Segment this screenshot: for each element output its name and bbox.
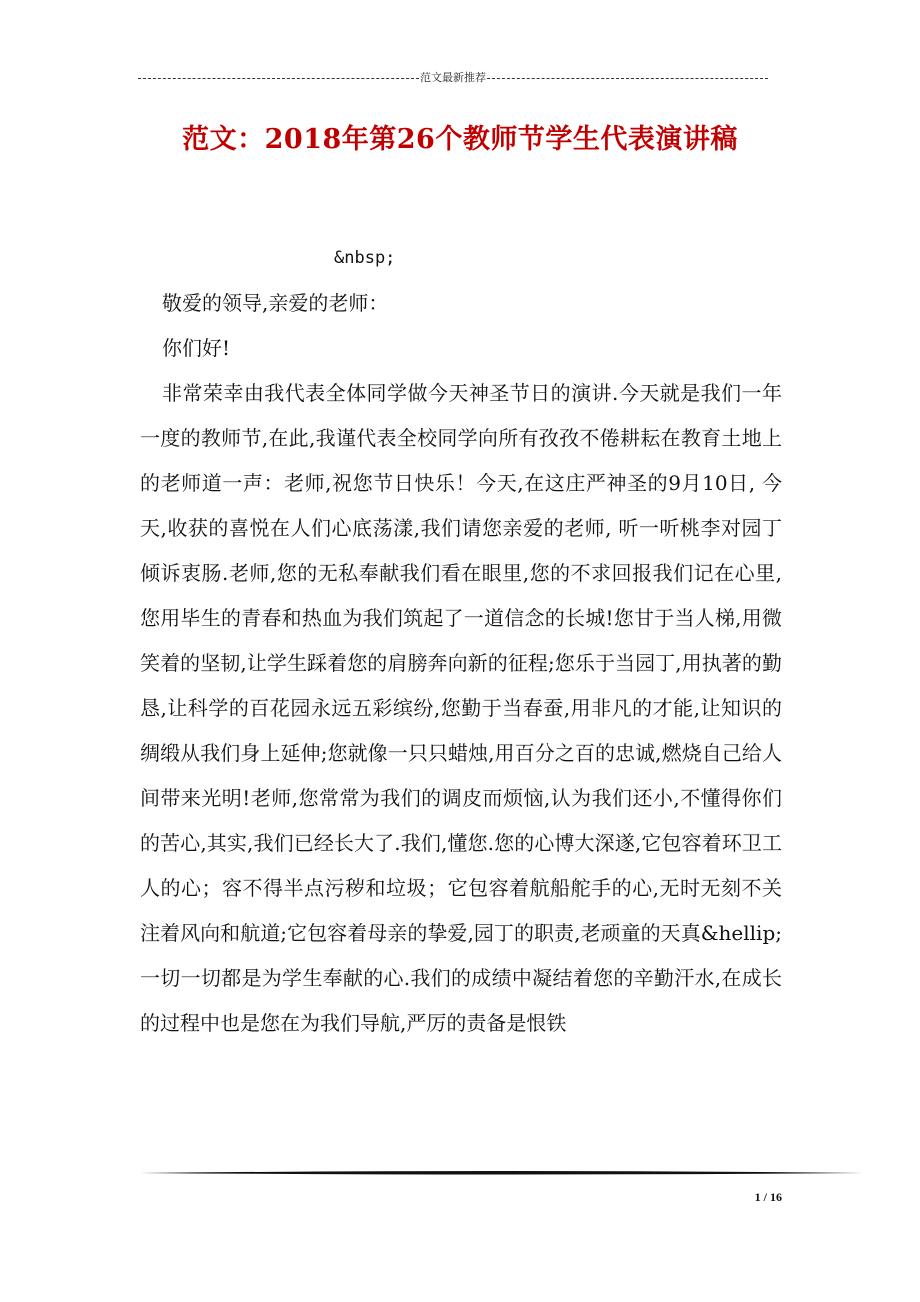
nbsp-literal: &nbsp; xyxy=(334,248,396,268)
salutation: 敬爱的领导,亲爱的老师： xyxy=(162,291,389,315)
body-paragraph: 非常荣幸由我代表全体同学做今天神圣节日的演讲.今天就是我们一年一度的教师节,在此,我谨代表全校同学向所有孜孜不倦耕耘在教育土地上的老师道一声：老师,祝您节日快乐！今天,在这庄严神圣的9月10日, 今天,收获的喜悦在人们心底荡漾,我们请您亲爱的老师, 听一听桃李对园丁倾诉衷肠.老师,您的无私奉献我们看在眼里,您的不求回报我们记在心里,您用毕生的青春和热血为我们筑起了一道信念的长城!您甘于当人梯,用微笑着的坚韧,让学生踩着您的肩膀奔向新的征程;您乐于当园丁,用执著的勤恳,让科学的百花园永远五彩缤纷,您勤于当春蚕,用非凡的才能,让知识的绸缎从我们身上延伸;您就像一只只蜡烛,用百分之百的忠诚,燃烧自己给人间带来光明!老师,您常常为我们的调皮而烦恼,认为我们还小,不懂得你们的苦心,其实,我们已经长大了.我们,懂您.您的心博大深遂,它包容着环卫工人的心；容不得半点污秽和垃圾；它包容着航船舵手的心,无时无刻不关注着风向和航道;它包容着母亲的挚爱,园丁的职责,老顽童的天真&hellip;一切一切都是为学生奉献的心.我们的成绩中凝结着您的辛勤汗水,在成长的过程中也是您在为我们导航,严厉的责备是恨铁 xyxy=(140,381,782,1035)
footer-divider xyxy=(140,1168,864,1178)
document-title: 范文：2018年第26个教师节学生代表演讲稿 xyxy=(182,124,738,155)
page-number: 1 / 16 xyxy=(754,1190,782,1204)
page-header xyxy=(138,70,768,86)
header-dash-left xyxy=(138,78,419,79)
greeting: 你们好! xyxy=(162,336,231,360)
document-body xyxy=(140,236,782,1046)
header-label: 范文最新推荐 xyxy=(420,72,486,84)
header-dash-right xyxy=(487,78,768,79)
